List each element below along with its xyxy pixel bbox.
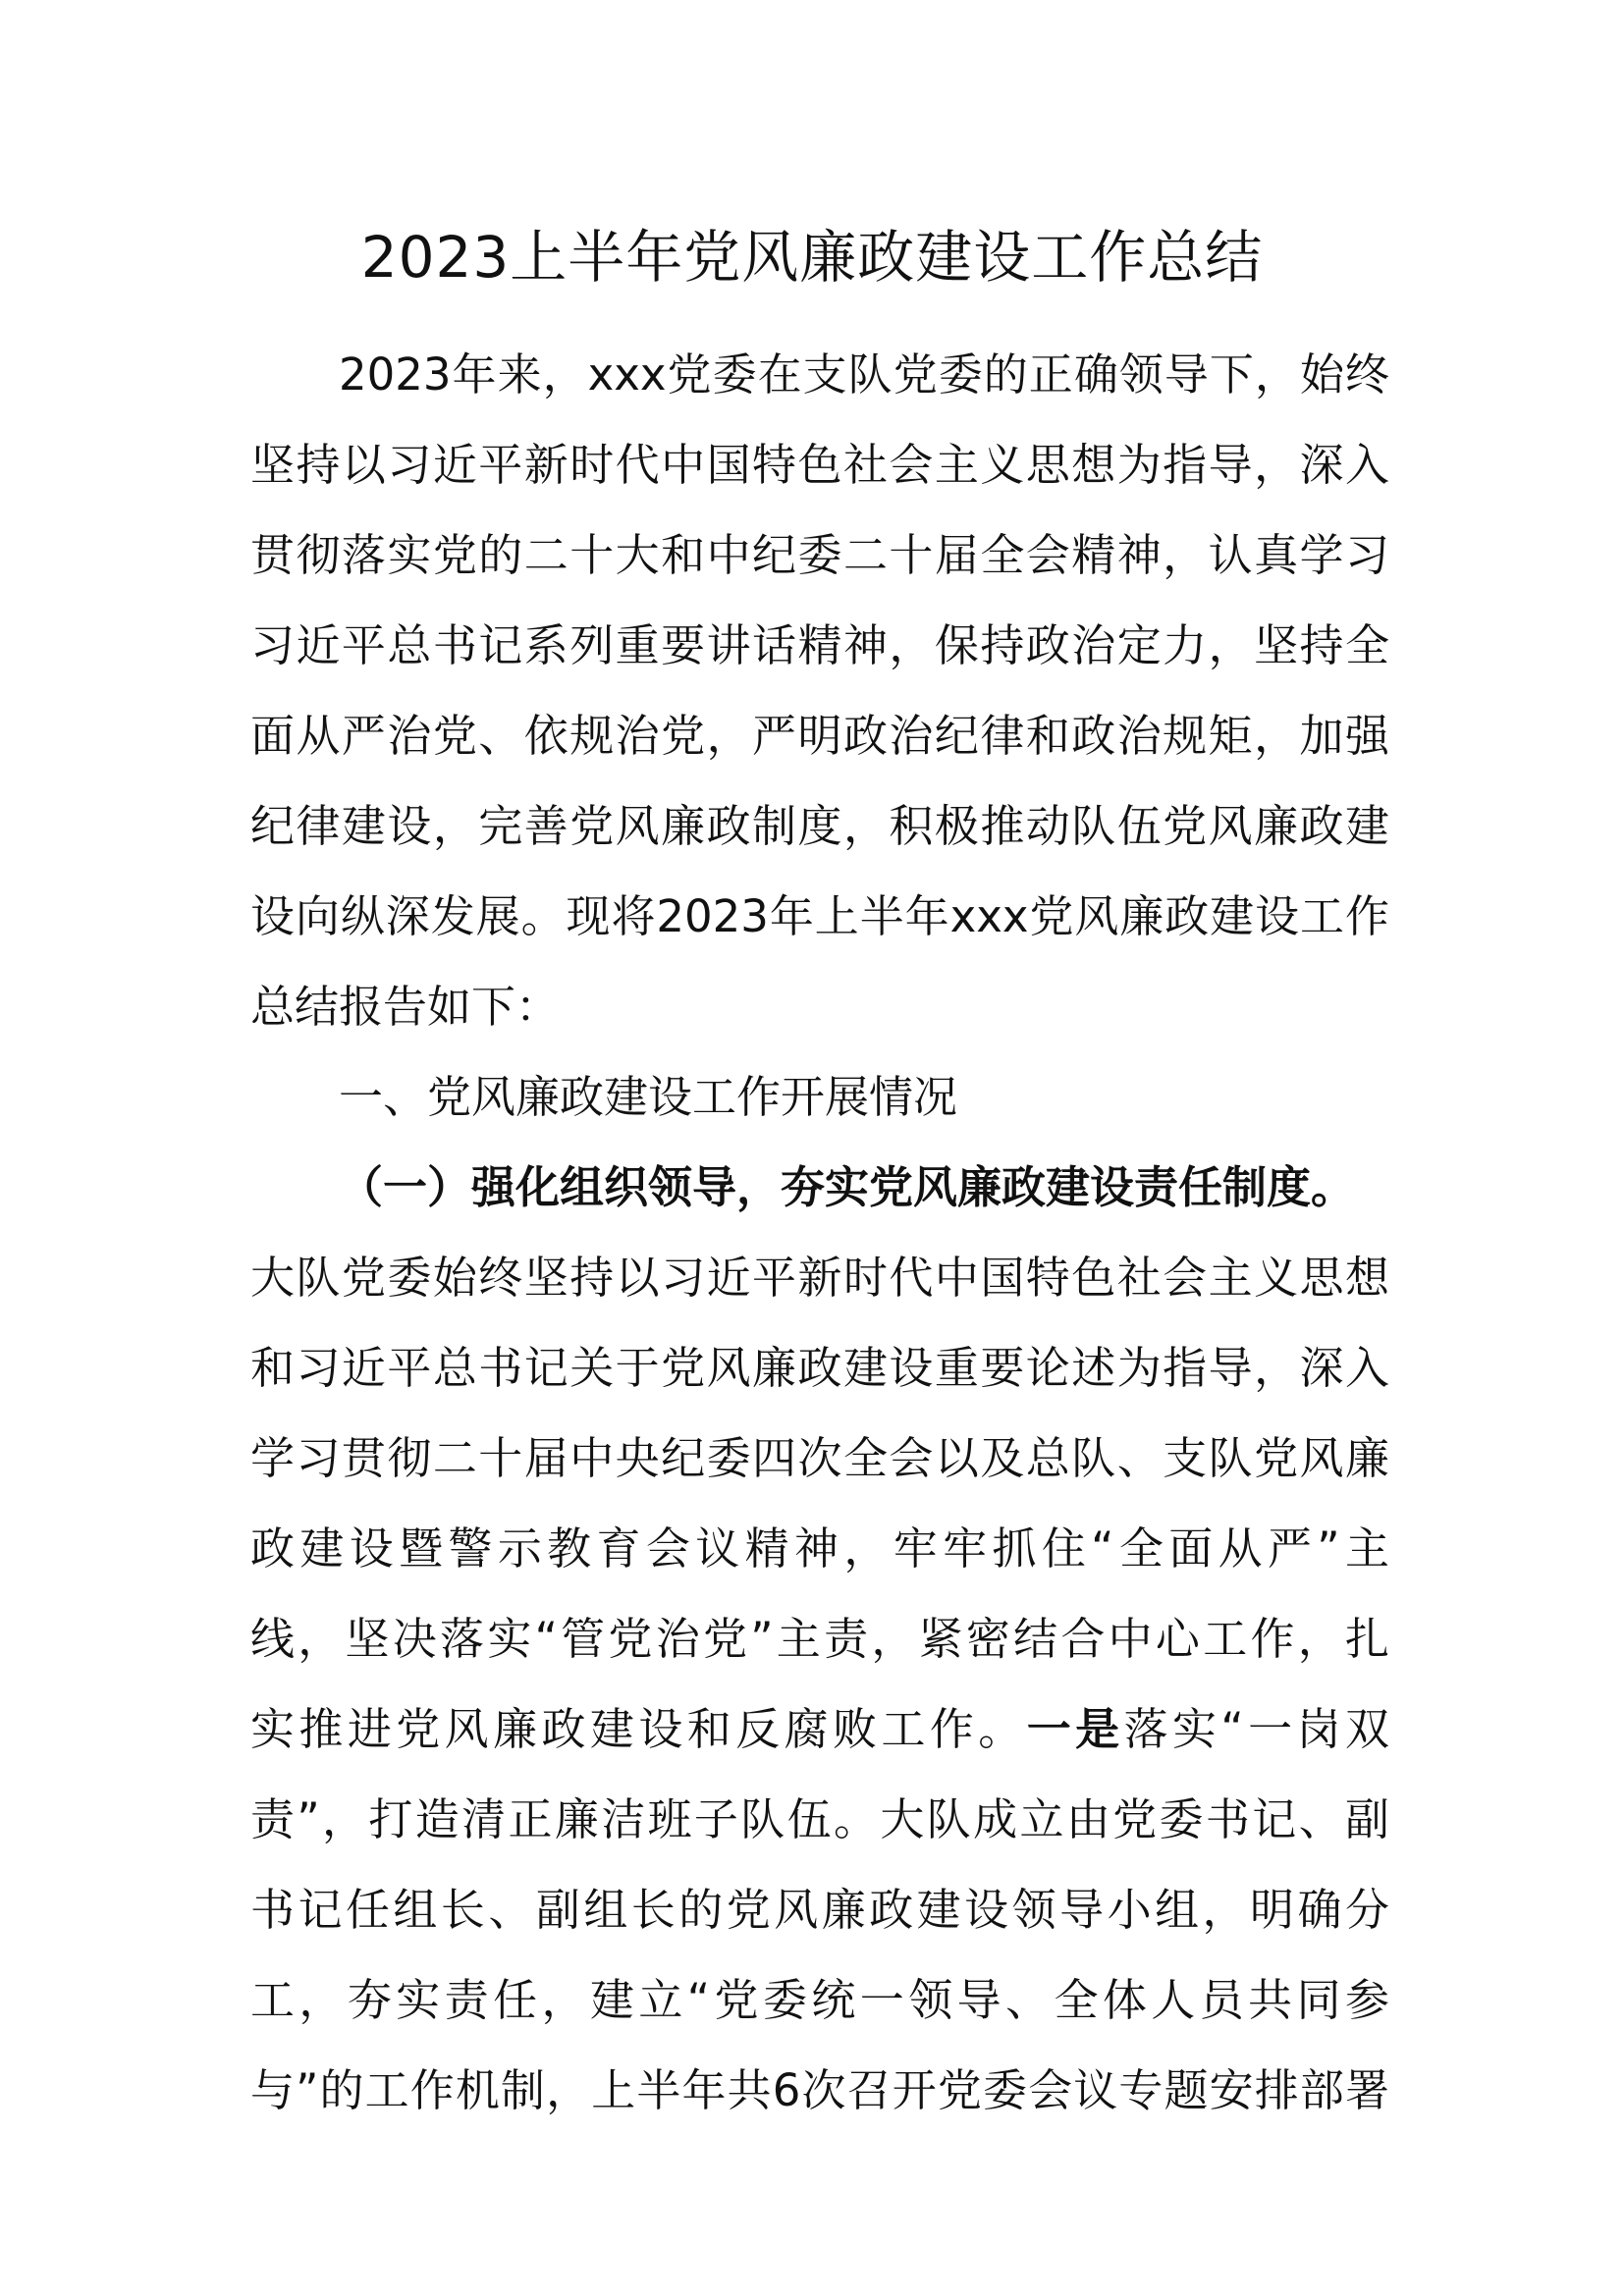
intro-line-1: 2023年来，xxx党委在支队党委的正确领导下，始终 xyxy=(339,348,1389,400)
intro-line-6: 纪律建设，完善党风廉政制度，积极推动队伍党风廉政建 xyxy=(250,800,1389,852)
body-line-6-text: 实推进党风廉政建设和反腐败工作。 xyxy=(250,1703,1027,1755)
intro-line-5: 面从严治党、依规治党，严明政治纪律和政治规矩，加强 xyxy=(250,710,1389,762)
body-line-1: 大队党委始终坚持以习近平新时代中国特色社会主义思想 xyxy=(250,1252,1389,1304)
section-heading: 一、党风廉政建设工作开展情况 xyxy=(339,1071,958,1123)
subsection-heading: （一）强化组织领导，夯实党风廉政建设责任制度。 xyxy=(339,1161,1356,1213)
body-line-5: 线，坚决落实“管党治党”主责，紧密结合中心工作，扎 xyxy=(250,1613,1389,1665)
body-line-4: 政建设暨警示教育会议精神，牢牢抓住“全面从严”主 xyxy=(250,1522,1389,1575)
body-line-10: 与”的工作机制，上半年共6次召开党委会议专题安排部署 xyxy=(250,2064,1389,2116)
document-title: 2023上半年党风廉政建设工作总结 xyxy=(360,224,1264,291)
intro-line-8: 总结报告如下： xyxy=(250,981,561,1033)
body-line-2: 和习近平总书记关于党风廉政建设重要论述为指导，深入 xyxy=(250,1342,1389,1394)
emphasis-first: 一是 xyxy=(1026,1703,1124,1755)
intro-line-2: 坚持以习近平新时代中国特色社会主义思想为指导，深入 xyxy=(250,439,1389,491)
body-line-9: 工，夯实责任，建立“党委统一领导、全体人员共同参 xyxy=(250,1974,1389,2026)
body-line-7: 责”，打造清正廉洁班子队伍。大队成立由党委书记、副 xyxy=(250,1793,1389,1845)
body-line-3: 学习贯彻二十届中央纪委四次全会以及总队、支队党风廉 xyxy=(250,1432,1389,1484)
intro-line-4: 习近平总书记系列重要讲话精神，保持政治定力，坚持全 xyxy=(250,619,1389,671)
body-line-6-tail: 落实“一岗双 xyxy=(1123,1703,1389,1755)
body-line-8: 书记任组长、副组长的党风廉政建设领导小组，明确分 xyxy=(250,1884,1389,1936)
intro-line-7: 设向纵深发展。现将2023年上半年xxx党风廉政建设工作 xyxy=(250,890,1389,942)
intro-line-3: 贯彻落实党的二十大和中纪委二十届全会精神，认真学习 xyxy=(250,529,1389,581)
body-line-6 xyxy=(250,1684,1389,1775)
